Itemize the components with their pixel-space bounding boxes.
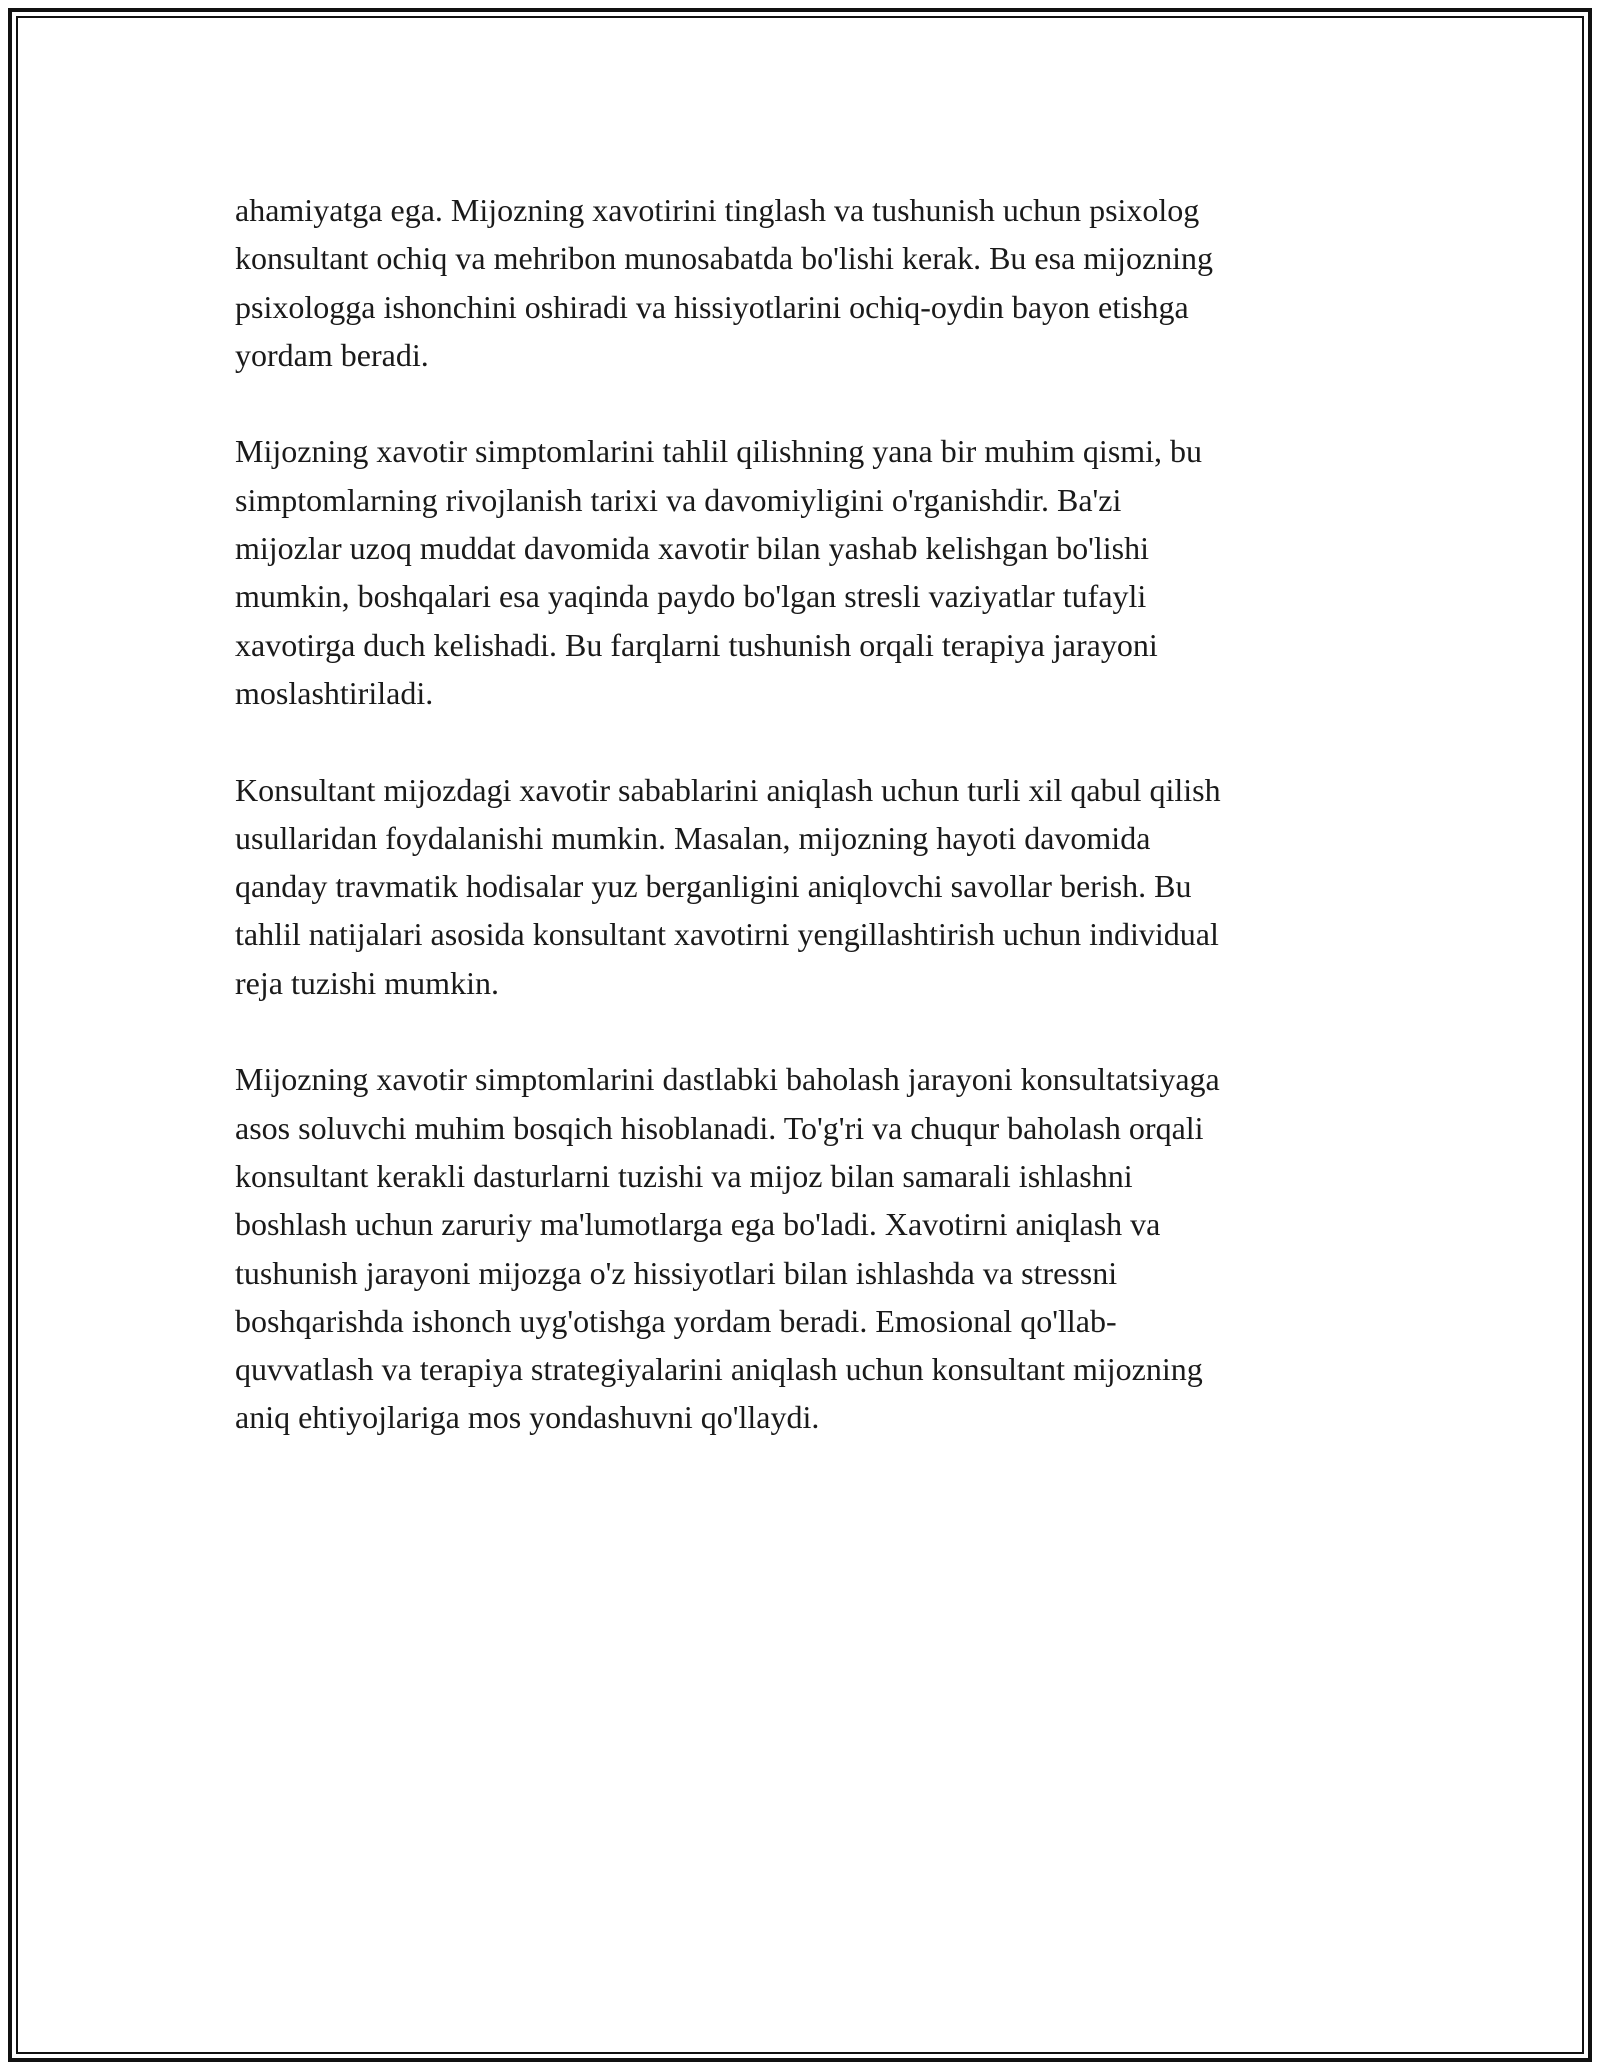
paragraph-2: Mijozning xavotir simptomlarini tahlil qilishning yana bir muhim qismi, bu simptomlarning rivojlanish tarixi va davomiyligini o'rganishdir. Ba'zi mijozlar uzoq muddat davomida xavotir bilan yashab kelishgan bo'lishi mumkin, boshqalari esa yaqinda paydo bo'lgan stresli vaziyatlar tufayli xavotirga duch kelishadi. Bu farqlarni tushunish orqali terapiya jarayoni moslashtiriladi. <box>235 433 1203 711</box>
paragraph-3: Konsultant mijozdagi xavotir sabablarini aniqlash uchun turli xil qabul qilish usullaridan foydalanishi mumkin. Masalan, mijozning hayoti davomida qanday travmatik hodisalar yuz berganligini aniqlovchi savollar berish. Bu tahlil natijalari asosida konsultant xavotirni yengillashtirish uchun individual reja tuzishi mumkin. <box>235 771 1221 1001</box>
paragraph-4: Mijozning xavotir simptomlarini dastlabki baholash jarayoni konsultatsiyaga asos soluvchi muhim bosqich hisoblanadi. To'g'ri va chuqur baholash orqali konsultant kerakli dasturlarni tuzishi va mijoz bilan samarali ishlashni boshlash uchun zaruriy ma'lumotlarga ega bo'ladi. Xavotirni aniqlash va tushunish jarayoni mijozga o'z hissiyotlari bilan ishlashda va stressni boshqarishda ishonch uyg'otishga yordam beradi. Emosional qo'llab- quvvatlash va terapiya strategiyalarini aniqlash uchun konsultant mijozning aniq ehtiyojlariga mos yondashuvni qo'llaydi. <box>235 1061 1220 1436</box>
paragraph-1: ahamiyatga ega. Mijozning xavotirini tinglash va tushunish uchun psixolog konsultant ochiq va mehribon munosabatda bo'lishi kerak. Bu esa mijozning psixologga ishonchini oshiradi va hissiyotlarini ochiq-oydin bayon etishga yordam beradi. <box>235 192 1214 373</box>
document-body <box>235 186 1375 1490</box>
